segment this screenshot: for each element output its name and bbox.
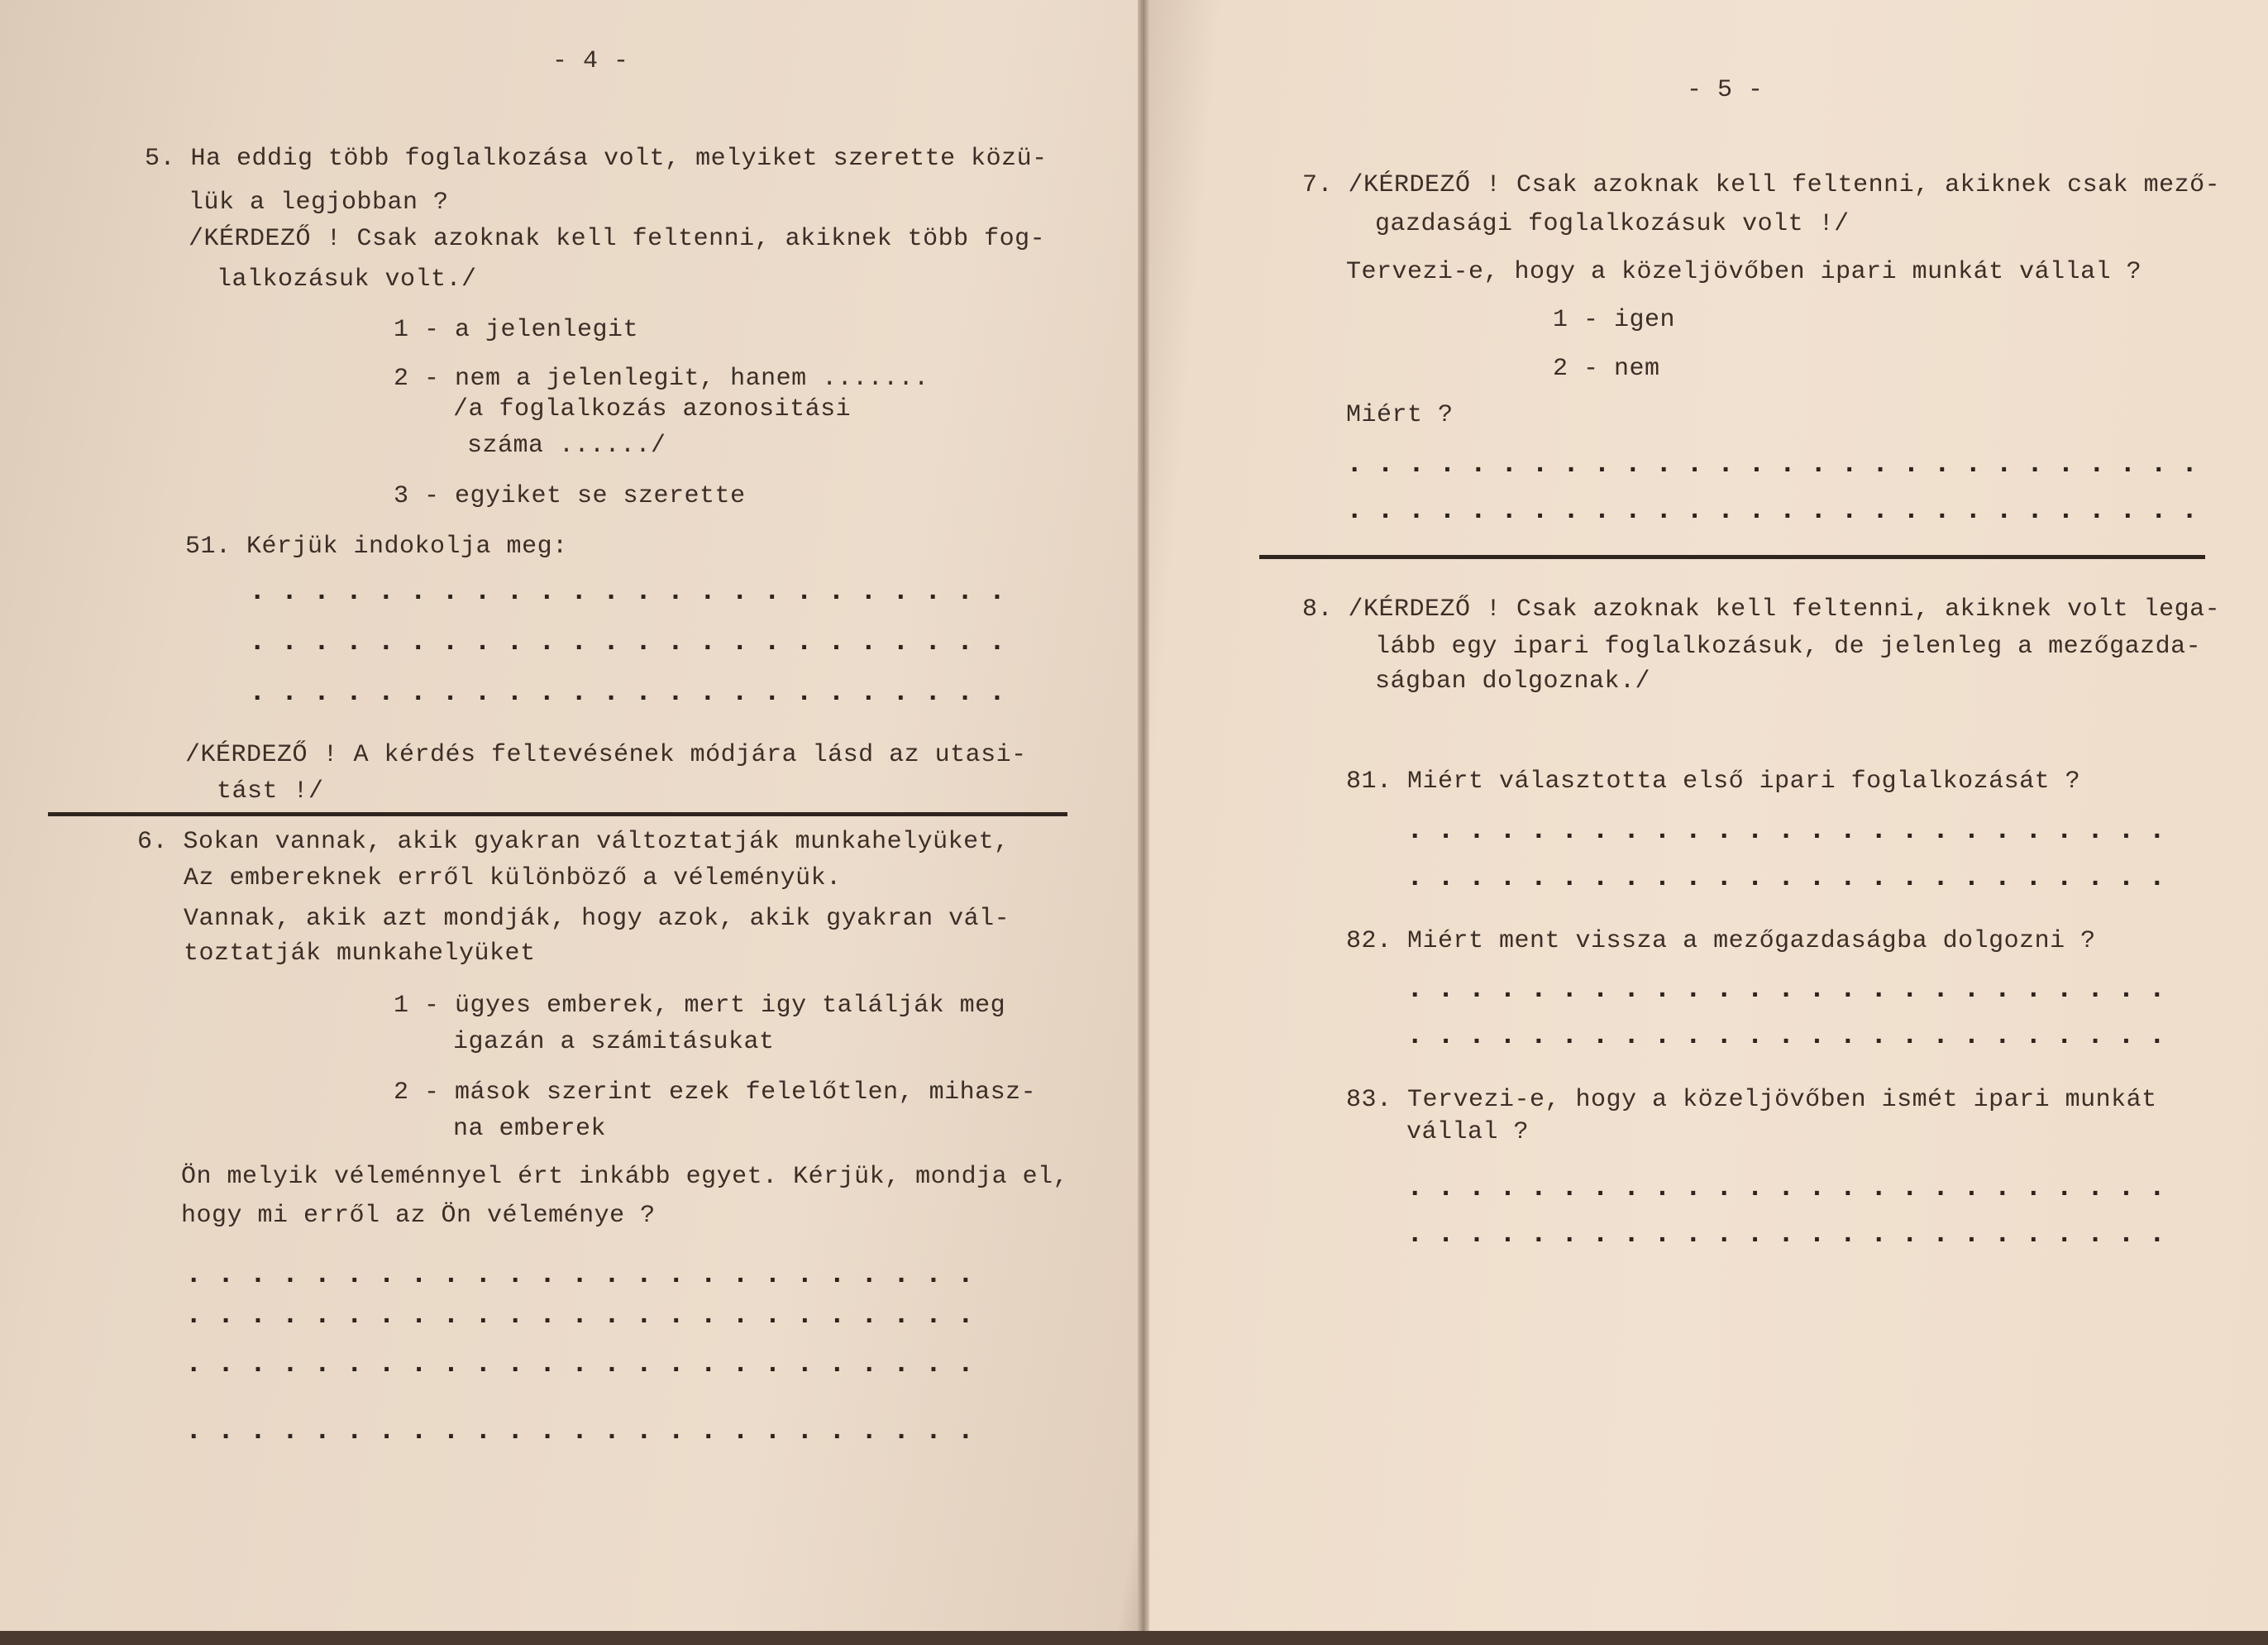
q8-instruction: 8. /KÉRDEZŐ ! Csak azoknak kell feltenni, akiknek volt lega- [1302, 595, 2221, 624]
q6-prompt: hogy mi erről az Ön véleménye ? [181, 1202, 656, 1230]
q6-option-1: igazán a számitásukat [453, 1028, 775, 1056]
page-number: - 4 - [552, 47, 629, 75]
answer-dots[interactable]: ......................... [185, 1416, 990, 1447]
answer-dots[interactable]: ............................ [1346, 495, 2213, 527]
section-divider [1259, 555, 2205, 559]
answer-dots[interactable]: ......................... [185, 1260, 990, 1291]
q5-option-1: 1 - a jelenlegit [394, 316, 639, 344]
q7-instruction: gazdasági foglalkozásuk volt !/ [1375, 210, 1850, 238]
q6-line: 6. Sokan vannak, akik gyakran változtatják munkahelyüket, [137, 828, 1010, 856]
q81-question: 81. Miért választotta első ipari foglalkozását ? [1346, 768, 2081, 796]
q5-line: 5. Ha eddig több foglalkozása volt, melyiket szerette közü- [145, 145, 1048, 173]
q5-option-2-note: száma ....../ [467, 432, 666, 460]
q6-line: toztatják munkahelyüket [184, 940, 536, 968]
page-number: - 5 - [1687, 76, 1764, 104]
q8-instruction: lább egy ipari foglalkozásuk, de jelenleg a mezőgazda- [1375, 633, 2202, 661]
q7-why: Miért ? [1346, 401, 1454, 429]
answer-dots[interactable]: ............................ [1346, 449, 2213, 481]
q6-option-2: 2 - mások szerint ezek felelőtlen, mihasz- [394, 1078, 1037, 1107]
q7-question: Tervezi-e, hogy a közeljövőben ipari munkát vállal ? [1346, 258, 2142, 286]
answer-dots[interactable]: ......................... [1406, 815, 2180, 847]
q6-option-1: 1 - ügyes emberek, mert igy találják meg [394, 992, 1006, 1020]
q5-option-2-note: /a foglalkozás azonositási [453, 395, 852, 423]
q5-instruction: lalkozásuk volt./ [217, 265, 477, 294]
answer-dots[interactable]: ......................... [1406, 974, 2180, 1006]
q5-note: tást !/ [217, 777, 324, 806]
q7-option-2: 2 - nem [1553, 355, 1660, 383]
q82-question: 82. Miért ment vissza a mezőgazdaságba dolgozni ? [1346, 927, 2096, 955]
q6-line: Vannak, akik azt mondják, hogy azok, akik gyakran vál- [184, 905, 1010, 933]
answer-dots[interactable]: ......................... [1406, 863, 2180, 894]
answer-dots[interactable]: ......................... [185, 1349, 990, 1380]
q6-line: Az embereknek erről különböző a véleményük. [184, 864, 842, 892]
answer-dots[interactable]: ......................... [1406, 1021, 2180, 1052]
answer-dots[interactable]: ........................ [249, 576, 1021, 608]
q5-note: /KÉRDEZŐ ! A kérdés feltevésének módjára lásd az utasi- [185, 741, 1027, 769]
answer-dots[interactable]: ........................ [249, 677, 1021, 709]
book-spine [1138, 0, 1149, 1633]
bottom-edge [0, 1631, 2268, 1645]
q7-option-1: 1 - igen [1553, 306, 1676, 334]
q5-option-2: 2 - nem a jelenlegit, hanem ....... [394, 365, 929, 393]
answer-dots[interactable]: ......................... [1406, 1173, 2180, 1204]
q6-option-2: na emberek [453, 1115, 607, 1143]
answer-dots[interactable]: ........................ [249, 627, 1021, 658]
q5-instruction: /KÉRDEZŐ ! Csak azoknak kell feltenni, akiknek több fog- [189, 225, 1046, 253]
q5-line: lük a legjobban ? [189, 189, 449, 217]
answer-dots[interactable]: ......................... [185, 1300, 990, 1332]
q5-option-3: 3 - egyiket se szerette [394, 482, 746, 510]
q83-question: vállal ? [1406, 1118, 1530, 1146]
section-divider [48, 812, 1067, 816]
q6-prompt: Ön melyik véleménnyel ért inkább egyet. Kérjük, mondja el, [181, 1163, 1069, 1191]
q83-question: 83. Tervezi-e, hogy a közeljövőben ismét ipari munkát [1346, 1086, 2157, 1114]
q51-prompt: 51. Kérjük indokolja meg: [185, 533, 568, 561]
q8-instruction: ságban dolgoznak./ [1375, 667, 1651, 696]
answer-dots[interactable]: ......................... [1406, 1219, 2180, 1250]
q7-instruction: 7. /KÉRDEZŐ ! Csak azoknak kell feltenni, akiknek csak mező- [1302, 171, 2221, 199]
